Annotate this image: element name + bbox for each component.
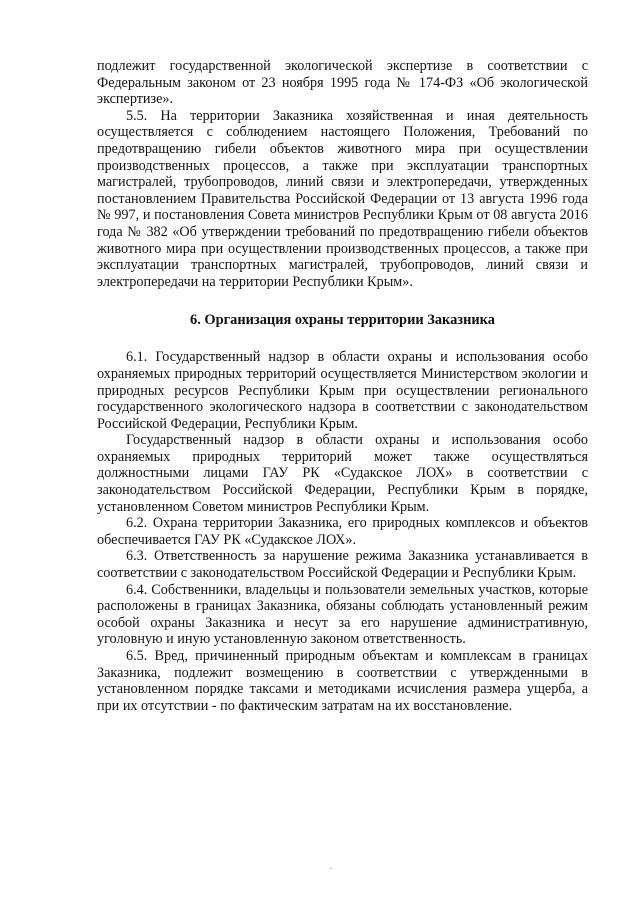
scan-speck xyxy=(330,868,332,869)
section-6-heading: 6. Организация охраны территории Заказника xyxy=(190,312,495,329)
paragraph-6-1-supervision: Государственный надзор в области охраны и использования особо охраняемых природных территорий может также осуществляться должностными лицами ГАУ РК «Судакское ЛОХ» в соответствии с законодательством Российской Федерации, Республики Крым в порядке, установленном Советом министров Республики Крым. xyxy=(97,432,588,515)
paragraph-5-5: 5.5. На территории Заказника хозяйственная и иная деятельность осуществляется с соблюдением настоящего Положения, Требований по предотвращению гибели объектов животного мира при осуществлении производственных процессов, а также при эксплуатации транспортных магистралей, трубопроводов, линий связи и электропередачи, утвержденных постановлением Правительства Российской Федерации от 13 августа 1996 года № 997, и постановления Совета министров Республики Крым от 08 августа 2016 года № 382 «Об утверждении требований по предотвращению гибели объектов животного мира при осуществлении производственных процессов, а также при эксплуатации транспортных магистралей, трубопроводов, линий связи и электропередачи на территории Республики Крым». xyxy=(97,107,588,290)
paragraph-6-3: 6.3. Ответственность за нарушение режима Заказника устанавливается в соответствии с законодательством Российской Федерации и Республики Крым. xyxy=(97,548,588,582)
document-body xyxy=(97,58,588,714)
paragraph-6-5: 6.5. Вред, причиненный природным объектам и комплексам в границах Заказника, подлежит возмещению в соответствии с утвержденными в установленном порядке таксами и методиками исчисления размера ущерба, а при их отсутствии - по фактическим затратам на их восстановление. xyxy=(97,648,588,714)
paragraph-continuation: подлежит государственной экологической экспертизе в соответствии с Федеральным законом от 23 ноября 1995 года № 174-ФЗ «Об экологической экспертизе». xyxy=(97,58,588,108)
paragraph-6-1: 6.1. Государственный надзор в области охраны и использования особо охраняемых природных территорий осуществляется Министерством экологии и природных ресурсов Республики Крым при осуществлении регионального государственного экологического надзора в соответствии с законодательством Российской Федерации, Республики Крым. xyxy=(97,349,588,432)
paragraph-6-2: 6.2. Охрана территории Заказника, его природных комплексов и объектов обеспечивается ГАУ РК «Судакское ЛОХ». xyxy=(97,515,588,548)
paragraph-6-4: 6.4. Собственники, владельцы и пользователи земельных участков, которые расположены в границах Заказника, обязаны соблюдать установленный режим особой охраны Заказника и несут за его нарушение административную, уголовную и иную установленную законом ответственность. xyxy=(97,581,588,648)
